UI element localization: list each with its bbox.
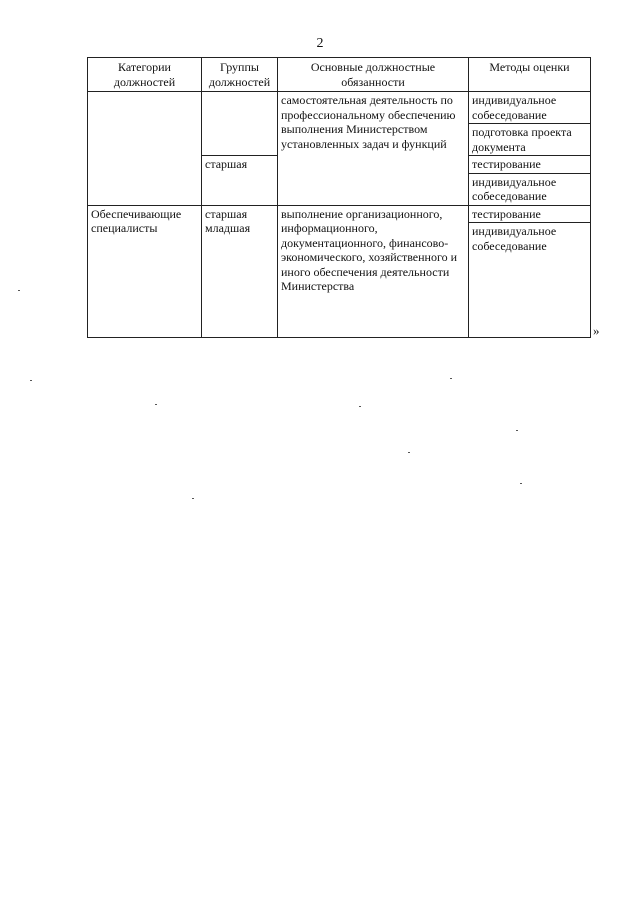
table-row bbox=[88, 205, 591, 223]
method-cell: индивидуальное собеседование bbox=[469, 92, 591, 124]
scan-speck bbox=[359, 406, 361, 407]
header-groups: Группы должностей bbox=[202, 58, 278, 92]
closing-quote: » bbox=[593, 323, 600, 338]
scan-speck bbox=[192, 498, 194, 499]
method-cell: тестирование bbox=[469, 156, 591, 174]
responsibility-cell-1: самостоятельная деятельность по профессиональному обеспечению выполнения Министерством установленных задач и функций bbox=[278, 92, 469, 206]
table-row bbox=[88, 92, 591, 124]
method-cell: подготовка проекта документа bbox=[469, 124, 591, 156]
scan-speck bbox=[30, 380, 32, 381]
scan-speck bbox=[18, 290, 20, 291]
header-categories: Категории должностей bbox=[88, 58, 202, 92]
group-cell-empty bbox=[202, 92, 278, 156]
table-header-row bbox=[88, 58, 591, 92]
scan-speck bbox=[155, 404, 157, 405]
scan-speck bbox=[516, 430, 518, 431]
method-cell: индивидуальное собеседование bbox=[469, 223, 591, 338]
method-cell: индивидуальное собеседование bbox=[469, 173, 591, 205]
method-cell: тестирование bbox=[469, 205, 591, 223]
positions-table bbox=[87, 57, 591, 338]
scan-speck bbox=[450, 378, 452, 379]
category-cell-empty bbox=[88, 92, 202, 206]
header-methods: Методы оценки bbox=[469, 58, 591, 92]
group-text: старшая младшая bbox=[205, 206, 251, 235]
scan-speck bbox=[408, 452, 410, 453]
page-number: 2 bbox=[316, 36, 324, 51]
responsibility-cell-2: выполнение организационного, информационного, документационного, финансово-экономического, хозяйственного и иного обеспечения деятельности Министерства bbox=[278, 205, 469, 338]
category-cell-support: Обеспечивающие специалисты bbox=[88, 205, 202, 338]
scan-speck bbox=[520, 483, 522, 484]
group-cell-senior: старшая bbox=[202, 156, 278, 206]
group-cell-senior-junior bbox=[202, 205, 278, 338]
header-responsibilities: Основные должностные обязанности bbox=[278, 58, 469, 92]
